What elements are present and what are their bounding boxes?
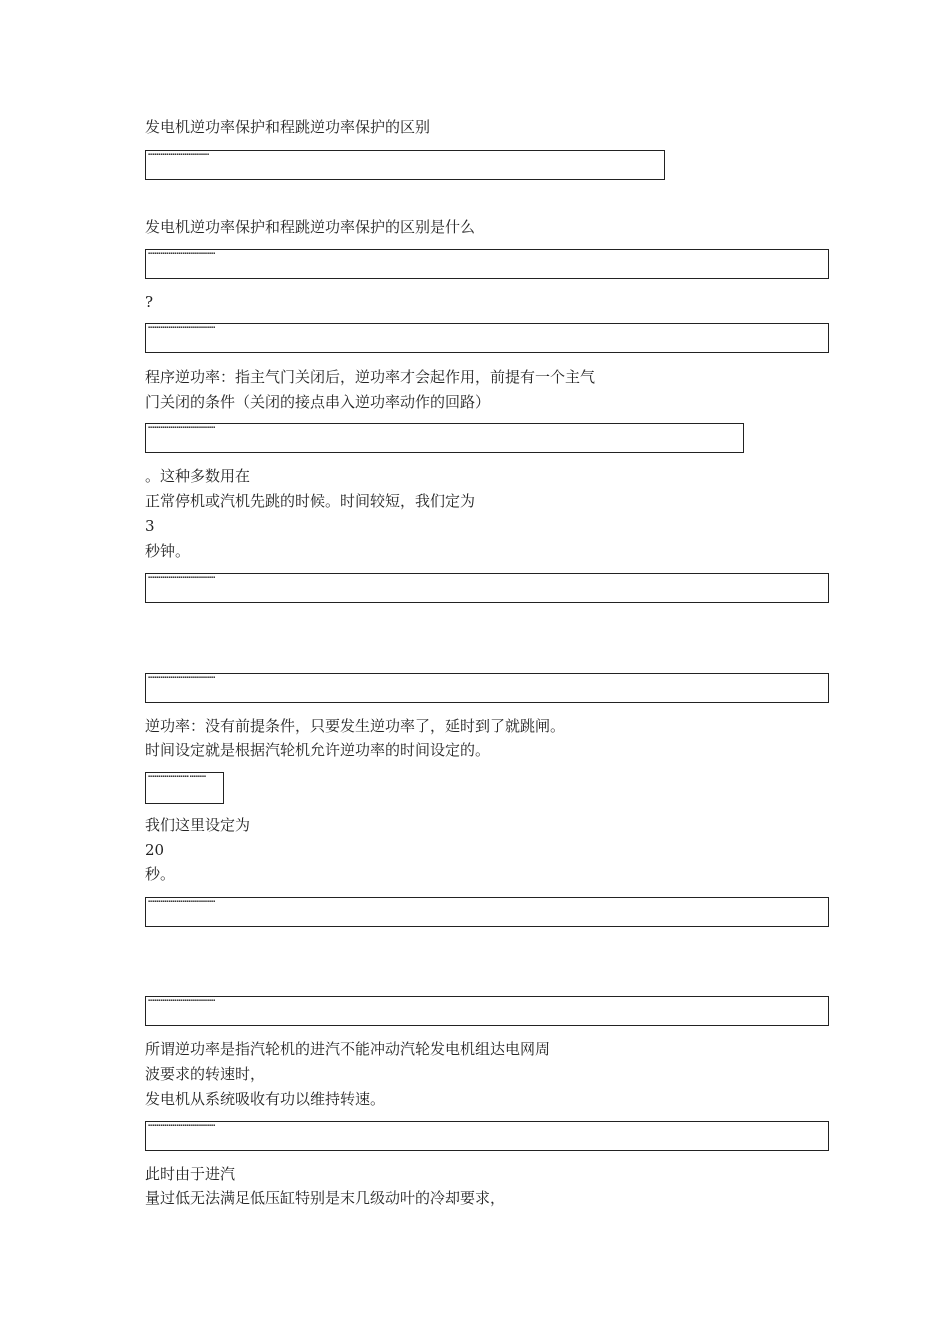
embedded-box-text: ▪▪▪▪▪▪▪▪▪▪▪▪▪▪▪▪▪▪▪▪▪▪▪▪▪▪▪▪▪▪▪▪▪ bbox=[148, 325, 216, 329]
paragraph-line: 秒。 bbox=[145, 865, 176, 883]
paragraph-line: 时间设定就是根据汽轮机允许逆功率的时间设定的。 bbox=[145, 741, 491, 759]
embedded-box bbox=[145, 1121, 829, 1151]
paragraph-line: 量过低无法满足低压缸特别是末几级动叶的冷却要求， bbox=[145, 1189, 506, 1207]
paragraph-line: 发电机从系统吸收有功以维持转速。 bbox=[145, 1090, 386, 1108]
embedded-box-text: ▪▪▪▪▪▪▪▪▪▪▪▪▪▪▪▪▪▪▪▪ ▪▪▪▪▪▪▪▪ bbox=[148, 774, 206, 778]
paragraph-line: 所谓逆功率是指汽轮机的进汽不能冲动汽轮发电机组达电网周 bbox=[145, 1040, 551, 1058]
paragraph-line: 程序逆功率：指主气门关闭后，逆功率才会起作用，前提有一个主气 bbox=[145, 368, 596, 386]
paragraph-line: 秒钟。 bbox=[145, 542, 191, 560]
embedded-box bbox=[145, 249, 829, 279]
embedded-box-text: ▪▪▪▪▪▪▪▪▪▪▪▪▪▪▪▪▪▪▪▪▪▪▪▪▪▪▪▪▪▪▪▪▪ bbox=[148, 675, 216, 679]
embedded-box bbox=[145, 996, 829, 1026]
embedded-box-text: ▪▪▪▪▪▪▪▪▪▪▪▪▪▪▪▪▪▪▪▪▪▪▪▪▪▪▪▪▪▪▪▪▪ bbox=[148, 899, 216, 903]
embedded-box bbox=[145, 573, 829, 603]
paragraph-line: 3 bbox=[145, 517, 155, 535]
embedded-box-text: ▪▪▪▪▪▪▪▪▪▪▪▪▪▪▪▪▪▪▪▪▪▪▪▪▪▪▪▪▪▪▪▪▪ bbox=[148, 998, 216, 1002]
embedded-box-small bbox=[145, 772, 224, 804]
embedded-box bbox=[145, 673, 829, 703]
embedded-box-text: ▪▪▪▪▪▪▪▪▪▪▪▪▪▪▪▪▪▪▪▪▪▪▪▪▪▪▪▪▪▪▪▪▪ bbox=[148, 251, 216, 255]
document-title: 发电机逆功率保护和程跳逆功率保护的区别 bbox=[145, 118, 431, 136]
paragraph-line: 我们这里设定为 bbox=[145, 816, 251, 834]
paragraph-line: 正常停机或汽机先跳的时候。时间较短，我们定为 bbox=[145, 492, 476, 510]
embedded-box-text: ▪▪▪▪▪▪▪▪▪▪▪▪▪▪▪▪▪▪▪▪▪▪▪▪▪▪▪▪▪▪▪▪▪ bbox=[148, 425, 216, 429]
paragraph-line: 此时由于进汽 bbox=[145, 1165, 236, 1183]
question-heading: 发电机逆功率保护和程跳逆功率保护的区别是什么 bbox=[145, 218, 476, 236]
embedded-box bbox=[145, 897, 829, 927]
paragraph-line: 门关闭的条件（关闭的接点串入逆功率动作的回路） bbox=[145, 393, 491, 411]
embedded-box-text: ▪▪▪▪▪▪▪▪▪▪▪▪▪▪▪▪▪▪▪▪▪▪▪▪▪▪▪▪▪▪▪▪▪ bbox=[148, 1123, 216, 1127]
question-mark: ? bbox=[145, 293, 154, 311]
paragraph-line: 20 bbox=[145, 841, 165, 859]
embedded-box bbox=[145, 150, 665, 180]
embedded-box-text: ▪▪▪▪▪▪▪▪▪▪▪▪▪▪▪▪▪▪▪▪▪▪▪▪▪▪▪▪▪▪▪▪▪ bbox=[148, 575, 216, 579]
embedded-box bbox=[145, 423, 744, 453]
paragraph-line: 。这种多数用在 bbox=[145, 467, 251, 485]
embedded-box bbox=[145, 323, 829, 353]
paragraph-line: 波要求的转速时， bbox=[145, 1065, 266, 1083]
embedded-box-text: ▪▪▪▪▪▪▪▪▪▪▪▪▪▪▪▪▪▪▪▪▪▪▪▪▪▪▪▪▪▪ bbox=[148, 152, 209, 156]
paragraph-line: 逆功率：没有前提条件，只要发生逆功率了，延时到了就跳闸。 bbox=[145, 717, 566, 735]
